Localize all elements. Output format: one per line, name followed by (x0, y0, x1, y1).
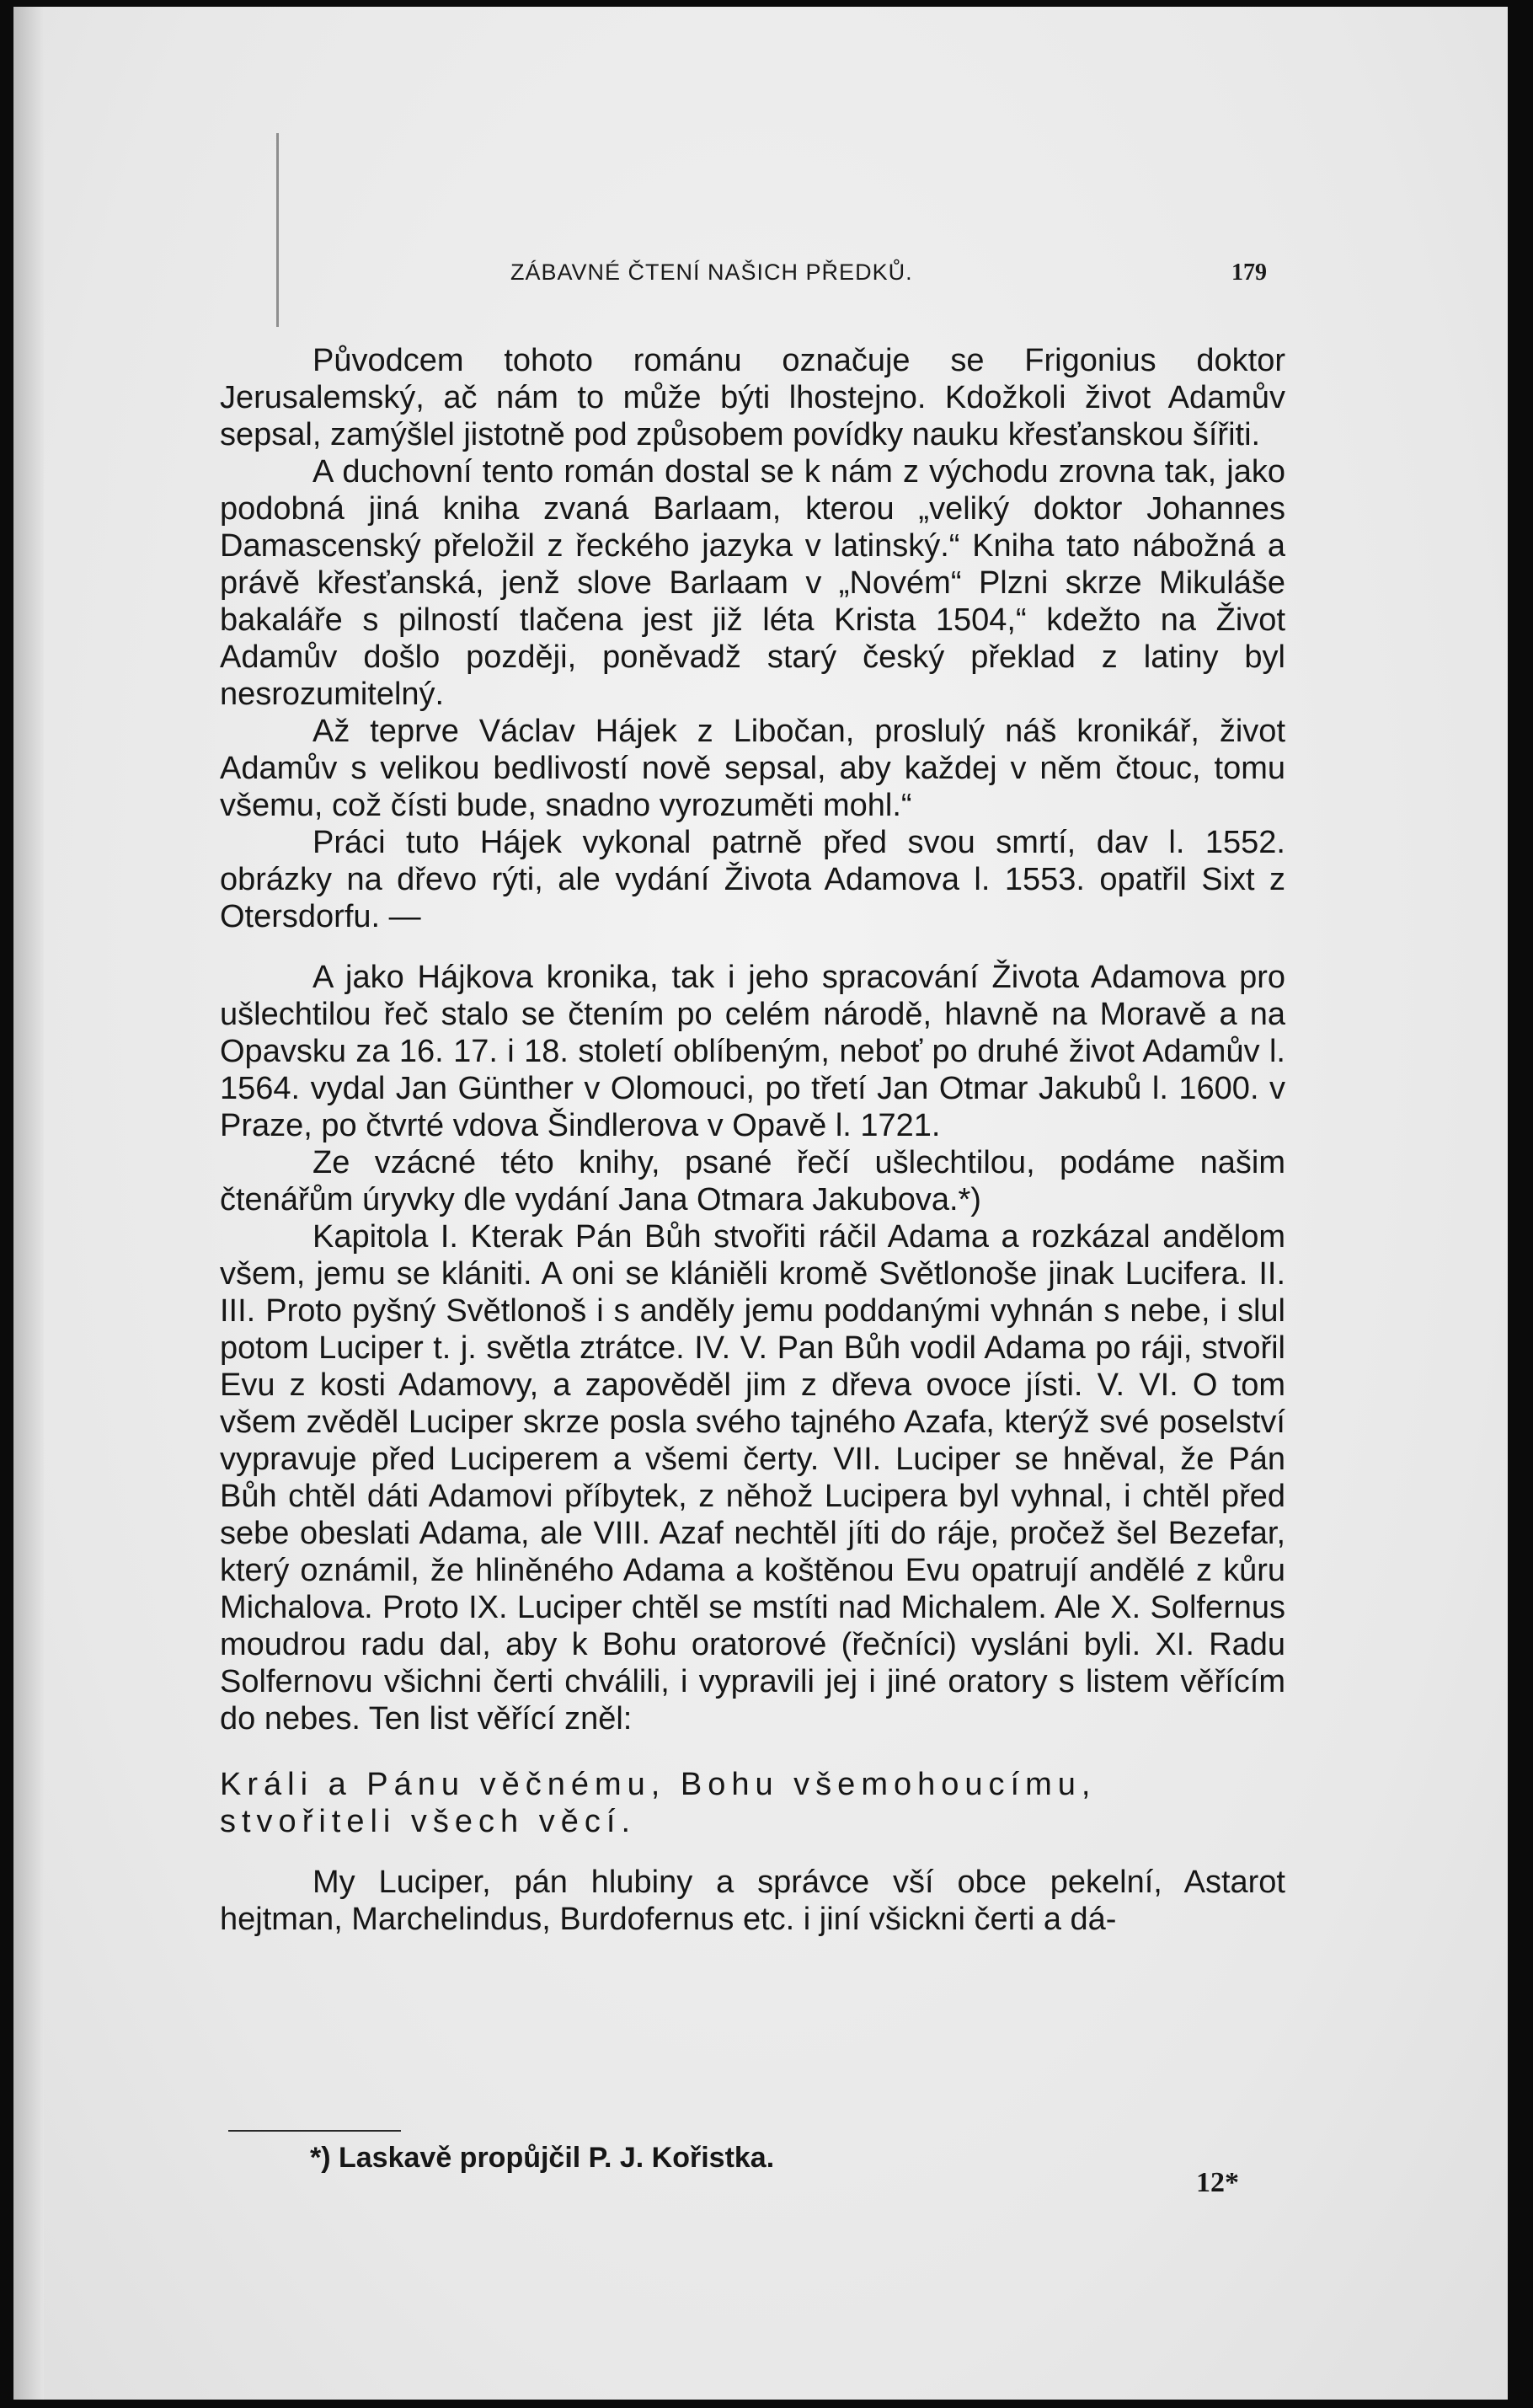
footnote-rule (228, 2130, 401, 2132)
signature-mark: 12* (1196, 2167, 1239, 2198)
paragraph: Práci tuto Hájek vykonal patrně před svou smrtí, dav l. 1552. obrázky na dřevo rýti, ale vydání Života Adamova l. 1553. opatřil Sixt z Otersdorfu. — (220, 825, 1285, 934)
book-page (13, 7, 1508, 2400)
body-text (220, 342, 1285, 1938)
page-number: 179 (1231, 260, 1267, 286)
paragraph-closing: My Luciper, pán hlubiny a správce vší obce pekelní, Astarot hejtman, Marchelindus, Burdofernus etc. i jiní všickni čerti a dá- (220, 1865, 1285, 1937)
footnote: *) Laskavě propůjčil P. J. Kořistka. (310, 2142, 775, 2174)
letter-line: stvořiteli všech věcí. (220, 1804, 636, 1839)
letter-line: Králi a Pánu věčnému, Bohu všemohoucímu, (220, 1767, 1097, 1802)
running-title: ZÁBAVNÉ ČTENÍ NAŠICH PŘEDKŮ. (510, 260, 913, 285)
paragraph-chapter-summary: Kapitola I. Kterak Pán Bůh stvořiti ráčil Adama a rozkázal andělom všem, jemu se klániti. A oni se klániěli kromě Světlonoše jinak Lucifera. II. III. Proto pyšný Světlonoš i s anděly jemu poddanými vyhnán s nebe, i slul potom Luciper t. j. světla ztrátce. IV. V. Pan Bůh vodil Adama po ráji, stvořil Evu z kosti Adamovy, a zapověděl jim z dřeva ovoce jísti. V. VI. O tom všem zvěděl Luciper skrze posla svého tajného Azafa, kterýž své poselství vypravuje před Luciperem a všemi čerty. VII. Luciper se hněval, že Pán Bůh chtěl dáti Adamovi příbytek, z něhož Lucipera byl vyhnal, i chtěl před sebe obeslati Adama, ale VIII. Azaf nechtěl jíti do ráje, pročež šel Bezefar, který oznámil, že hliněného Adama a koštěnou Evu opatrují andělé z kůru Michalova. Proto IX. Luciper chtěl se mstíti nad Michalem. Ale X. Solfernus moudrou radu dal, aby k Bohu oratorové (řečníci) vysláni byli. XI. Radu Solfernovu všichni čerti chválili, i vypravili jej i jiné oratory s listem věřícím do nebes. Ten list věřící zněl: (220, 1219, 1285, 1736)
paragraph: A jako Hájkova kronika, tak i jeho spracování Života Adamova pro ušlechtilou řeč stalo se čtením po celém národě, hlavně na Moravě a na Opavsku za 16. 17. i 18. století oblíbeným, neboť po druhé život Adamův l. 1564. vydal Jan Günther v Olomouci, po třetí Jan Otmar Jakubů l. 1600. v Praze, po čtvrté vdova Šindlerova v Opavě l. 1721. (220, 960, 1285, 1143)
paragraph: A duchovní tento román dostal se k nám z východu zrovna tak, jako podobná jiná kniha zvaná Barlaam, kterou „veliký doktor Johannes Damascenský přeložil z řeckého jazyka v latinský.“ Kniha tato nábožná a právě křesťanská, jenž slove Barlaam v „Novém“ Plzni skrze Mikuláše bakaláře s pilností tlačena jest již léta Krista 1504,“ kdežto na Život Adamův došlo později, poněvadž starý český překlad z latiny byl nesrozumitelný. (220, 454, 1285, 712)
paragraph: Původcem tohoto románu označuje se Frigonius doktor Jerusalemský, ač nám to může býti lhostejno. Kdožkoli život Adamův sepsal, zamýšlel jistotně pod způsobem povídky nauku křesťanskou šířiti. (220, 343, 1285, 452)
page-edge-shadow (13, 7, 44, 2400)
running-head (13, 260, 1508, 293)
paragraph: Ze vzácné této knihy, psané řečí ušlechtilou, podáme našim čtenářům úryvky dle vydání Jana Otmara Jakubova.*) (220, 1145, 1285, 1217)
letter-salutation (220, 1766, 1285, 1840)
gutter-mark (276, 133, 279, 327)
paragraph: Až teprve Václav Hájek z Libočan, proslulý náš kronikář, život Adamův s velikou bedlivostí nově sepsal, aby každej v něm čtouc, tomu všemu, což čísti bude, snadno vyrozuměti mohl.“ (220, 714, 1285, 823)
